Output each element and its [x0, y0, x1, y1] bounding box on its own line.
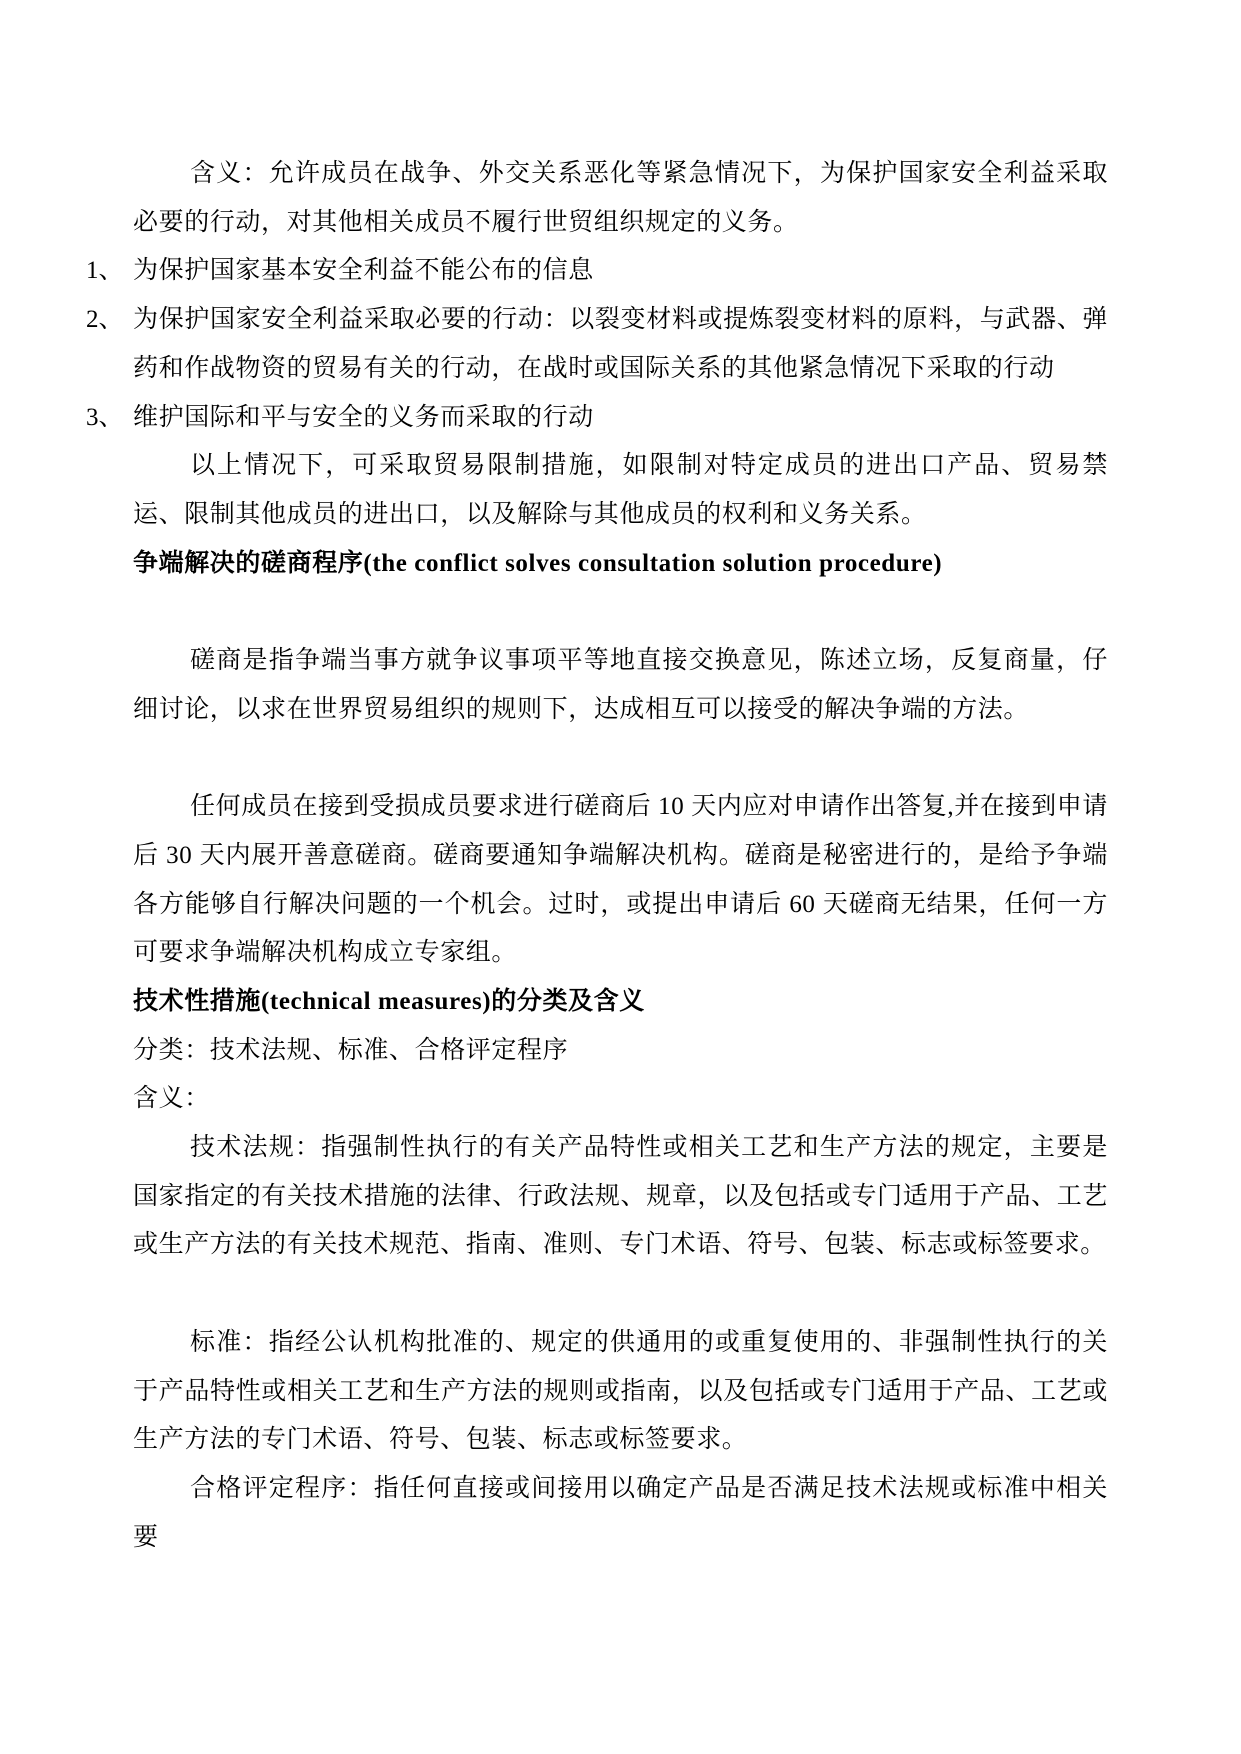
section-heading-technical-measures: 技术性措施(technical measures)的分类及含义	[133, 987, 645, 1015]
paragraph-meaning-label: 含义：	[133, 1085, 210, 1113]
document-content	[86, 150, 1108, 1562]
blank-line	[133, 588, 1108, 637]
paragraph-technical-regulations: 技术法规：指强制性执行的有关产品特性或相关工艺和生产方法的规定，主要是国家指定的有关技术措施的法律、行政法规、规章，以及包括或专门适用于产品、工艺或生产方法的有关技术规范、指南、准则、专门术语、符号、包装、标志或标签要求。	[133, 1134, 1108, 1259]
list-marker-2: 2、	[86, 306, 124, 334]
paragraph-security-meaning: 含义：允许成员在战争、外交关系恶化等紧急情况下，为保护国家安全利益采取必要的行动，对其他相关成员不履行世贸组织规定的义务。	[133, 160, 1108, 236]
blank-line	[133, 1270, 1108, 1319]
paragraph-consultation-timeline: 任何成员在接到受损成员要求进行磋商后 10 天内应对申请作出答复,并在接到申请后 30 天内展开善意磋商。磋商要通知争端解决机构。磋商是秘密进行的，是给予争端各方能够自行解决问题的一个机会。过时，或提出申请后 60 天磋商无结果，任何一方可要求争端解决机构成立专家组。	[133, 793, 1108, 967]
list-item-2-text: 为保护国家安全利益采取必要的行动：以裂变材料或提炼裂变材料的原料，与武器、弹药和作战物资的贸易有关的行动，在战时或国际关系的其他紧急情况下采取的行动	[133, 306, 1108, 382]
paragraph-conformity-assessment: 合格评定程序：指任何直接或间接用以确定产品是否满足技术法规或标准中相关要	[133, 1474, 1108, 1551]
section-heading-dispute-consultation: 争端解决的磋商程序(the conflict solves consultation solution procedure)	[133, 549, 943, 577]
list-item-3-text: 维护国际和平与安全的义务而采取的行动	[133, 403, 594, 431]
paragraph-trade-restrictions: 以上情况下，可采取贸易限制措施，如限制对特定成员的进出口产品、贸易禁运、限制其他成员的进出口，以及解除与其他成员的权利和义务关系。	[133, 452, 1108, 528]
blank-line	[133, 734, 1108, 783]
list-item-3	[86, 394, 1108, 443]
paragraph-classification: 分类：技术法规、标准、合格评定程序	[133, 1036, 569, 1064]
paragraph-standards: 标准：指经公认机构批准的、规定的供通用的或重复使用的、非强制性执行的关于产品特性或相关工艺和生产方法的规则或指南，以及包括或专门适用于产品、工艺或生产方法的专门术语、符号、包装、标志或标签要求。	[133, 1328, 1108, 1454]
paragraph-consultation-definition: 磋商是指争端当事方就争议事项平等地直接交换意见，陈述立场，反复商量，仔细讨论，以求在世界贸易组织的规则下，达成相互可以接受的解决争端的方法。	[133, 647, 1108, 723]
list-item-1	[86, 247, 1108, 296]
list-item-2	[86, 296, 1108, 393]
list-marker-1: 1、	[86, 257, 124, 285]
list-marker-3: 3、	[86, 403, 124, 431]
list-item-1-text: 为保护国家基本安全利益不能公布的信息	[133, 257, 594, 285]
